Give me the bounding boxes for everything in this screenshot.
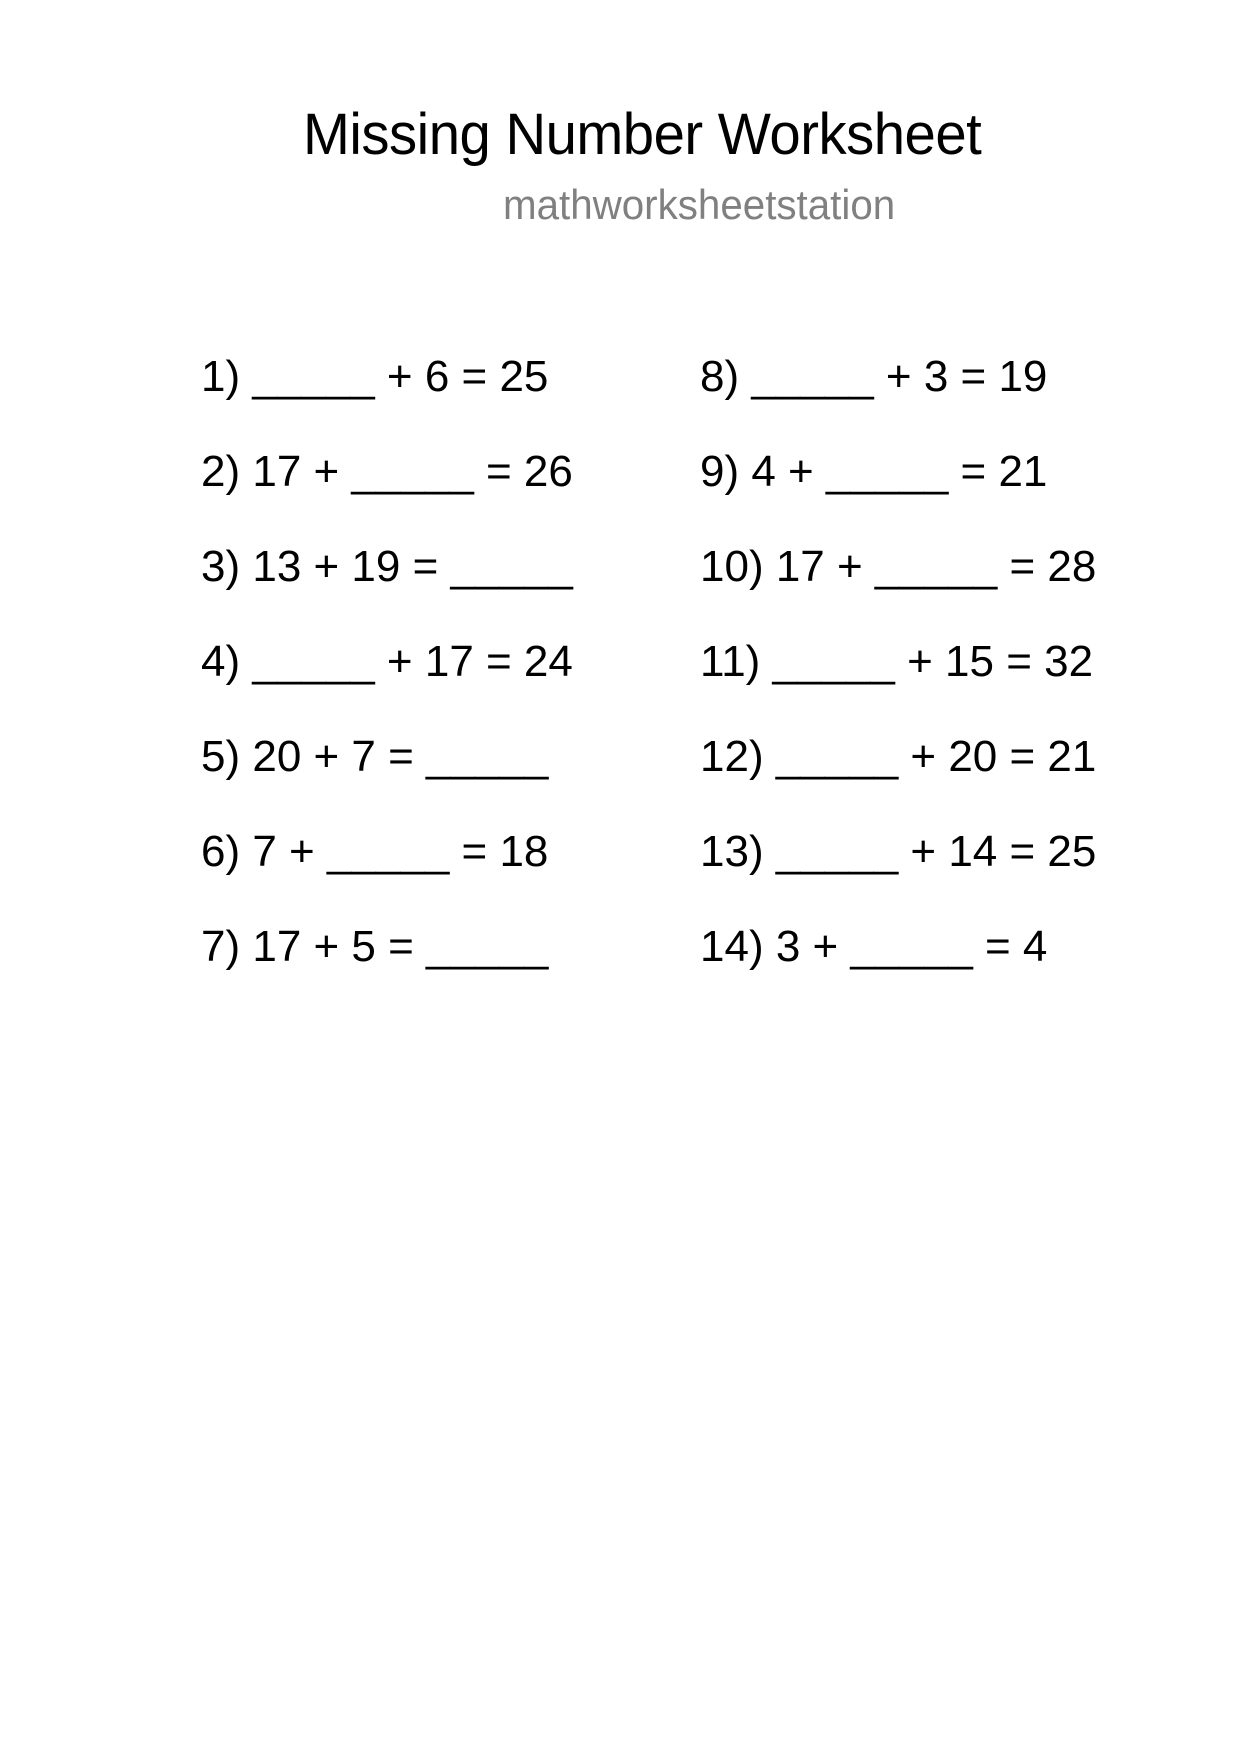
problem-6: 6) 7 + _____ = 18 — [201, 827, 549, 876]
problem-1: 1) _____ + 6 = 25 — [201, 352, 549, 401]
problem-10: 10) 17 + _____ = 28 — [700, 542, 1097, 591]
problem-11: 11) _____ + 15 = 32 — [700, 637, 1094, 686]
problem-12: 12) _____ + 20 = 21 — [700, 732, 1097, 781]
problem-3: 3) 13 + 19 = _____ — [201, 542, 573, 591]
problem-4: 4) _____ + 17 = 24 — [201, 637, 573, 686]
problem-column-left — [201, 350, 573, 1015]
worksheet-title: Missing Number Worksheet — [303, 102, 982, 167]
problem-5: 5) 20 + 7 = _____ — [201, 732, 549, 781]
problem-13: 13) _____ + 14 = 25 — [700, 827, 1097, 876]
problem-8: 8) _____ + 3 = 19 — [700, 352, 1048, 401]
problem-14: 14) 3 + _____ = 4 — [700, 922, 1048, 971]
problem-9: 9) 4 + _____ = 21 — [700, 447, 1048, 496]
problem-2: 2) 17 + _____ = 26 — [201, 447, 573, 496]
problem-7: 7) 17 + 5 = _____ — [201, 922, 549, 971]
worksheet-source: mathworksheetstation — [503, 181, 896, 228]
problem-column-right — [700, 350, 1096, 1015]
